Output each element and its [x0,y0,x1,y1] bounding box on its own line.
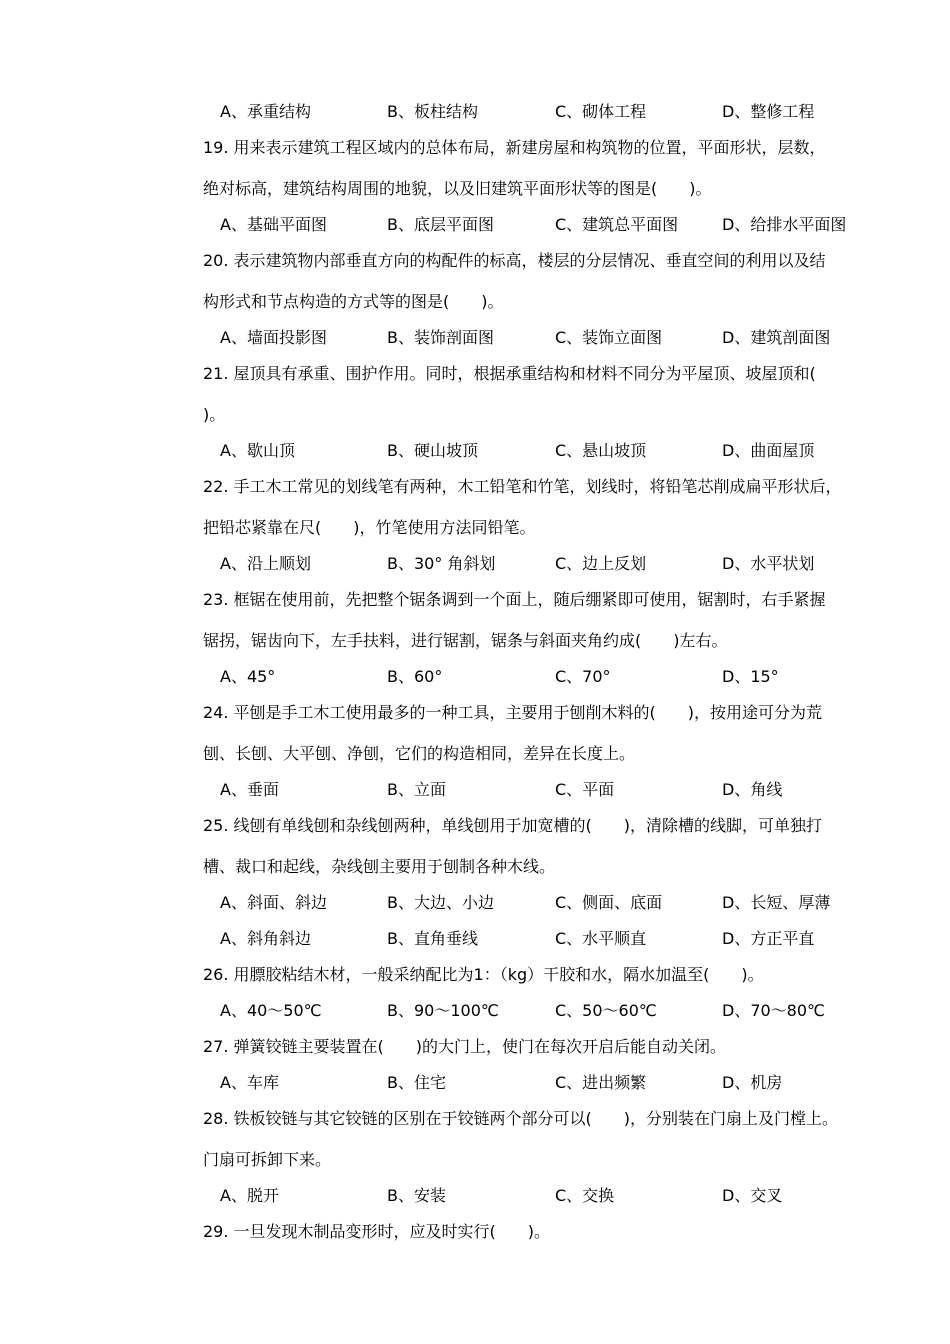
question-text-line: 26. 用膘胶粘结木材，一般采纳配比为1：（kg）干胶和水，隔水加温至( )。 [203,965,764,984]
question-text-line: 把铅芯紧靠在尺( )，竹笔使用方法同铅笔。 [203,518,536,537]
answer-option: D、角线 [722,780,783,799]
answer-options-row [220,780,920,800]
question-text-line: 刨、长刨、大平刨、净刨，它们的构造相同，差异在长度上。 [203,744,636,763]
answer-option: B、板柱结构 [387,102,478,121]
answer-option: C、50～60℃ [555,1001,657,1020]
question-text-line: 锯拐，锯齿向下，左手扶料，进行锯割，锯条与斜面夹角约成( )左右。 [203,631,728,650]
answer-option: B、大边、小边 [387,893,494,912]
question-text-line: 28. 铁板铰链与其它铰链的区别在于铰链两个部分可以( )，分别装在门扇上及门樘上。 [203,1109,839,1128]
answer-options-row [220,102,920,122]
answer-option: D、建筑剖面图 [722,328,831,347]
answer-option: B、30° 角斜划 [387,554,496,573]
answer-option: C、进出频繁 [555,1073,647,1092]
answer-options-row [220,215,920,235]
answer-option: B、住宅 [387,1073,446,1092]
answer-option: D、曲面屋顶 [722,441,815,460]
answer-option: D、给排水平面图 [722,215,847,234]
answer-option: A、墙面投影图 [220,328,327,347]
answer-option: C、边上反划 [555,554,647,573]
answer-options-row [220,1073,920,1093]
answer-option: C、交换 [555,1186,615,1205]
answer-option: A、垂面 [220,780,279,799]
question-text-line: 25. 线刨有单线刨和杂线刨两种，单线刨用于加宽槽的( )，清除槽的线脚，可单独打 [203,816,823,835]
answer-option: A、歇山顶 [220,441,295,460]
answer-option: D、70～80℃ [722,1001,826,1020]
question-text-line: 23. 框锯在使用前，先把整个锯条调到一个面上，随后绷紧即可使用，锯割时，右手紧握 [203,590,826,609]
answer-option: A、沿上顺划 [220,554,311,573]
answer-option: D、方正平直 [722,929,815,948]
answer-option: B、直角垂线 [387,929,478,948]
answer-option: A、45° [220,667,276,686]
answer-option: C、水平顺直 [555,929,647,948]
question-text-line: 29. 一旦发现木制品变形时，应及时实行( )。 [203,1222,551,1241]
question-text-line: 门扇可拆卸下来。 [203,1150,332,1169]
answer-option: D、15° [722,667,779,686]
answer-option: D、机房 [722,1073,783,1092]
answer-options-row [220,328,920,348]
answer-option: C、侧面、底面 [555,893,663,912]
answer-options-row [220,893,920,913]
answer-option: C、建筑总平面图 [555,215,679,234]
answer-option: A、斜面、斜边 [220,893,327,912]
answer-option: D、水平状划 [722,554,815,573]
answer-options-row [220,929,920,949]
question-text-line: 27. 弹簧铰链主要装置在( )的大门上，使门在每次开启后能自动关闭。 [203,1037,727,1056]
answer-option: C、砌体工程 [555,102,647,121]
question-text-line: 22. 手工木工常见的划线笔有两种，木工铅笔和竹笔，划线时，将铅笔芯削成扁平形状后， [203,477,842,496]
answer-option: A、40～50℃ [220,1001,322,1020]
answer-option: A、脱开 [220,1186,279,1205]
question-text-line: )。 [203,405,226,424]
answer-option: A、承重结构 [220,102,311,121]
answer-option: B、硬山坡顶 [387,441,478,460]
answer-options-row [220,667,920,687]
question-text-line: 20. 表示建筑物内部垂直方向的构配件的标高，楼层的分层情况、垂直空间的利用以及结 [203,251,826,270]
question-text-line: 绝对标高，建筑结构周围的地貌，以及旧建筑平面形状等的图是( )。 [203,179,712,198]
answer-option: B、安装 [387,1186,446,1205]
answer-option: A、基础平面图 [220,215,327,234]
answer-option: B、底层平面图 [387,215,494,234]
answer-option: C、悬山坡顶 [555,441,647,460]
answer-options-row [220,1186,920,1206]
question-text-line: 19. 用来表示建筑工程区域内的总体布局，新建房屋和构筑物的位置，平面形状，层数， [203,138,826,157]
answer-option: C、装饰立面图 [555,328,663,347]
answer-options-row [220,441,920,461]
answer-option: A、车库 [220,1073,279,1092]
answer-option: D、整修工程 [722,102,815,121]
question-text-line: 24. 平刨是手工木工使用最多的一种工具，主要用于刨削木料的( )，按用途可分为荒 [203,703,823,722]
answer-option: B、立面 [387,780,446,799]
answer-options-row [220,554,920,574]
answer-option: C、平面 [555,780,615,799]
answer-option: B、60° [387,667,443,686]
question-text-line: 槽、裁口和起线，杂线刨主要用于刨制各种木线。 [203,857,556,876]
question-text-line: 21. 屋顶具有承重、围护作用。同时，根据承重结构和材料不同分为平屋顶、坡屋顶和( [203,364,816,383]
answer-option: B、90～100℃ [387,1001,499,1020]
answer-option: D、交叉 [722,1186,783,1205]
answer-options-row [220,1001,920,1021]
answer-option: D、长短、厚薄 [722,893,831,912]
answer-option: A、斜角斜边 [220,929,311,948]
answer-option: C、70° [555,667,611,686]
answer-option: B、装饰剖面图 [387,328,494,347]
question-text-line: 构形式和节点构造的方式等的图是( )。 [203,292,504,311]
